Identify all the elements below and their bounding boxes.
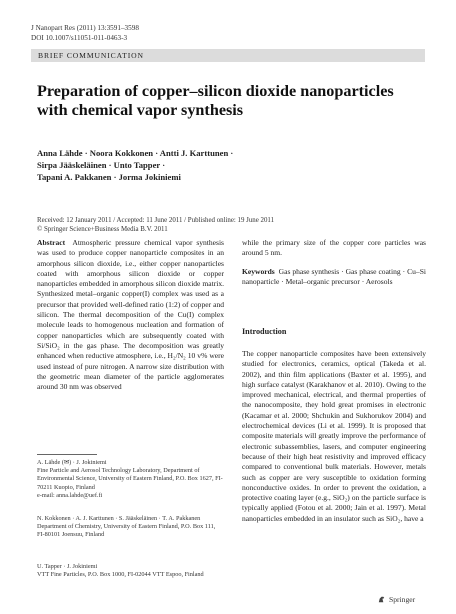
authors-line-3: Tapani A. Pakkanen · Jorma Jokiniemi [37, 172, 181, 182]
authors-line-1: Anna Lähde · Noora Kokkonen · Antti J. Karttunen · [37, 148, 234, 158]
affiliation-3 [37, 563, 224, 579]
dates-line: Received: 12 January 2011 / Accepted: 11 June 2011 / Published online: 19 June 2011 [37, 217, 275, 224]
abstract-continuation: while the primary size of the copper core particles was around 5 nm. [242, 238, 426, 258]
introduction-text: The copper nanoparticle composites have been extensively studied for electronics, ceramics, optical (Takeda et al. 2002), and thin film applications (Baxter et al. 1995), and high surface catalyst (Karakhanov et al. 2010). Owing to the improved mechanical, electrical, and thermal properties of the nanocomposite, they hold great promises in electronic (Kacamar et al. 2000; Shchukin and Sukhorukov 2004) and electrochemical devices (Li et al. 1999). It is proposed that composite materials will greatly improve the performance of electronic subassemblies, lasers, and computer engineering because of their high heat resistivity and improved efficacy compared to conventional bulk materials. However, metals such as copper are very susceptible to oxidation forming nonconductive oxides. In order to prevent the oxidation, a protective coating layer (e.g., SiO₂) on the particle surface is typically applied (Fotou et al. 2000; Jain et al. 1997). Metal nanoparticles embedded in an insulator such as SiO₂, have a [242, 349, 426, 523]
author-list [37, 147, 407, 183]
title-line-2: with chemical vapor synthesis [37, 100, 244, 119]
journal-line: J Nanopart Res (2011) 13:3591–3598 [31, 24, 139, 32]
title-line-1: Preparation of copper–silicon dioxide nanoparticles [37, 82, 394, 100]
affiliation-3-address: VTT Fine Particles, P.O. Box 1000, FI-02044 VTT Espoo, Finland [37, 571, 204, 579]
affiliation-1-address: Fine Particle and Aerosol Technology Laboratory, Department of Environmental Science, University of Eastern Finland, P.O. Box 1627, FI-70211 Kuopio, Finland [37, 467, 223, 491]
affiliation-divider [37, 454, 97, 455]
affiliation-2-address: Department of Chemistry, University of Eastern Finland, P.O. Box 111, FI-80101 Joensuu, Finland [37, 523, 216, 539]
section-band: BRIEF COMMUNICATION [31, 49, 425, 62]
publisher-footer [377, 595, 415, 604]
springer-horse-icon [377, 595, 386, 604]
abstract-label: Abstract [37, 238, 66, 247]
abstract [37, 238, 224, 392]
keywords-label: Keywords [242, 267, 275, 276]
affiliation-3-names: U. Tapper · J. Jokiniemi [37, 563, 98, 570]
keywords-text: Gas phase synthesis · Gas phase coating · Cu–Si nanoparticle · Metal–organic precursor · Aerosols [242, 267, 426, 287]
abstract-text: Atmospheric pressure chemical vapor synthesis was used to produce copper nanoparticle composites in an amorphous silicon dioxide, i.e., either copper nanoparticles coated with amorphous silicon dioxide or copper nanoparticles embedded in amorphous silicon dioxide matrix. Synthesized metal–organic copper(I) complex was used as a precursor that provided well-defined ratio (1:2) of copper and silicon. The thermal decomposition of the Cu(I) complex molecule leads to homogenous nucleation and formation of copper nanoparticles which are subsequently coated with Si/SiO₂ in the gas phase. The decomposition was greatly enhanced when reductive atmosphere, i.e., H₂/N₂ 10 v% were used instead of pure nitrogen. A narrow size distribution with the geometric mean diameter of the particle agglomerates around 30 nm was observed [37, 238, 224, 392]
article-title [37, 82, 397, 119]
copyright-line: © Springer Science+Business Media B.V. 2011 [37, 226, 168, 233]
journal-citation [31, 24, 139, 43]
keywords-block [242, 267, 426, 288]
publisher-name: Springer [389, 595, 416, 604]
introduction-heading: Introduction [242, 327, 287, 336]
doi-line: DOI 10.1007/s11051-011-0463-3 [31, 33, 128, 42]
affiliation-2-names: N. Kokkonen · A. J. Karttunen · S. Jääskeläinen · T. A. Pakkanen [37, 515, 201, 522]
affiliation-1-names: A. Lähde (✉) · J. Jokiniemi [37, 459, 107, 466]
affiliation-1-email[interactable]: e-mail: anna.lahde@uef.fi [37, 491, 103, 499]
affiliation-2 [37, 515, 224, 540]
authors-line-2: Sirpa Jääskeläinen · Unto Tapper · [37, 160, 166, 170]
affiliation-1 [37, 459, 224, 500]
publication-dates [37, 216, 427, 234]
